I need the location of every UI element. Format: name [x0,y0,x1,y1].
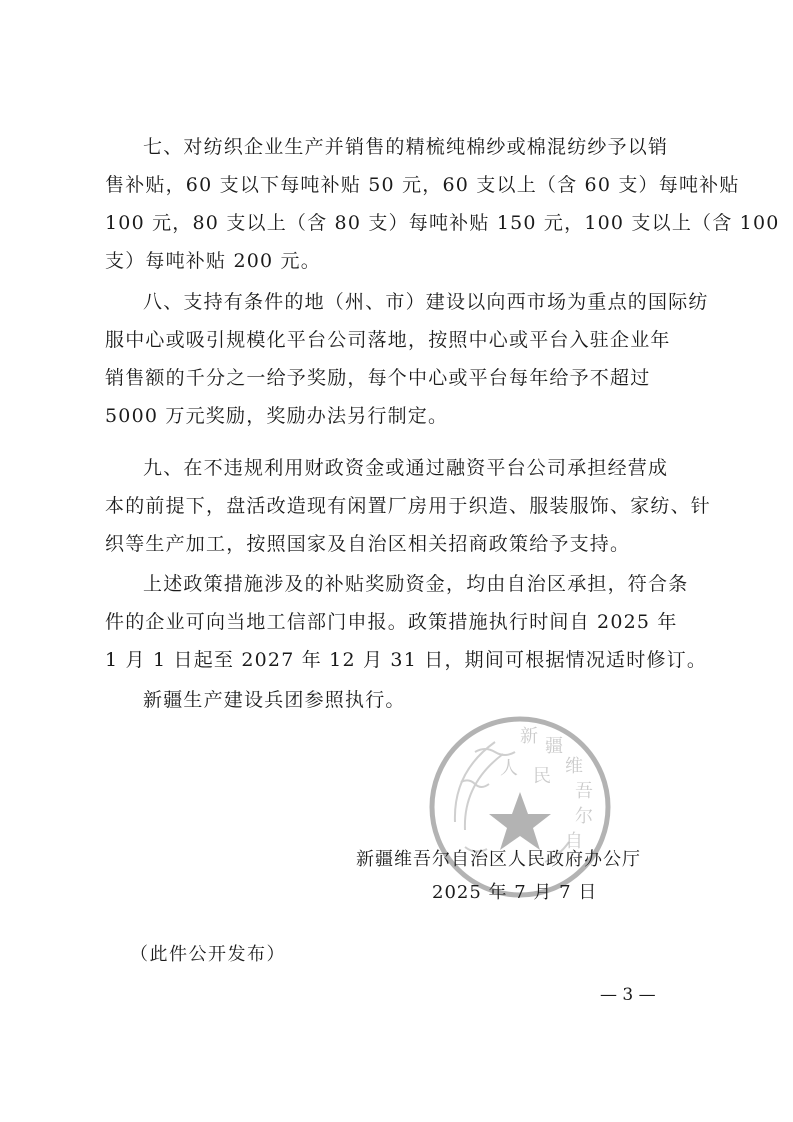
paragraph-line: 服中心或吸引规模化平台公司落地，按照中心或平台入驻企业年 [105,329,671,351]
svg-text:人: 人 [500,758,518,779]
paragraph-line: 售补贴，60 支以下每吨补贴 50 元，60 支以上（含 60 支）每吨补贴 [105,174,740,196]
page-number: — 3 — [600,985,656,1005]
svg-text:维: 维 [565,756,583,777]
paragraph-line: 5000 万元奖励，奖励办法另行制定。 [105,405,449,427]
seal-star-icon [489,792,551,850]
paragraph-summary [105,565,708,679]
paragraph-line: 七、对纺织企业生产并销售的精梳纯棉纱或棉混纺纱予以销 [143,136,669,158]
paragraph-line: 织等生产加工，按照国家及自治区相关招商政策给予支持。 [105,533,631,555]
paragraph-line: 件的企业可向当地工信部门申报。政策措施执行时间自 2025 年 [105,611,678,633]
signature-issuer: 新疆维吾尔自治区人民政府办公厅 [356,849,641,870]
paragraph-line: 100 元，80 支以上（含 80 支）每吨补贴 150 元，100 支以上（含 100 [105,212,780,234]
paragraph-line: 上述政策措施涉及的补贴奖励资金，均由自治区承担，符合条 [143,573,689,595]
paragraph-line: 支）每吨补贴 200 元。 [105,250,321,272]
svg-text:自: 自 [565,831,583,852]
official-seal [425,712,615,902]
svg-text:新: 新 [520,726,538,747]
paragraph-line: 1 月 1 日起至 2027 年 12 月 31 日，期间可根据情况适时修订。 [105,649,708,671]
paragraph-8 [105,283,709,435]
paragraph-line: 新疆生产建设兵团参照执行。 [143,689,406,711]
svg-text:吾: 吾 [575,781,593,802]
paragraph-7 [105,128,780,280]
svg-text:疆: 疆 [545,736,563,757]
paragraph-line: 九、在不违规利用财政资金或通过融资平台公司承担经营成 [143,457,669,479]
svg-text:尔: 尔 [575,806,593,827]
paragraph-line: 八、支持有条件的地（州、市）建设以向西市场为重点的国际纺 [143,291,709,313]
paragraph-9 [105,449,712,563]
paragraph-line: 销售额的千分之一给予奖励，每个中心或平台每年给予不超过 [105,367,651,389]
paragraph-line: 本的前提下，盘活改造现有闲置厂房用于织造、服装服饰、家纺、针 [105,495,712,517]
publication-note: （此件公开发布） [130,944,286,965]
signature-date: 2025 年 7 月 7 日 [432,882,598,903]
svg-text:民: 民 [533,766,551,787]
